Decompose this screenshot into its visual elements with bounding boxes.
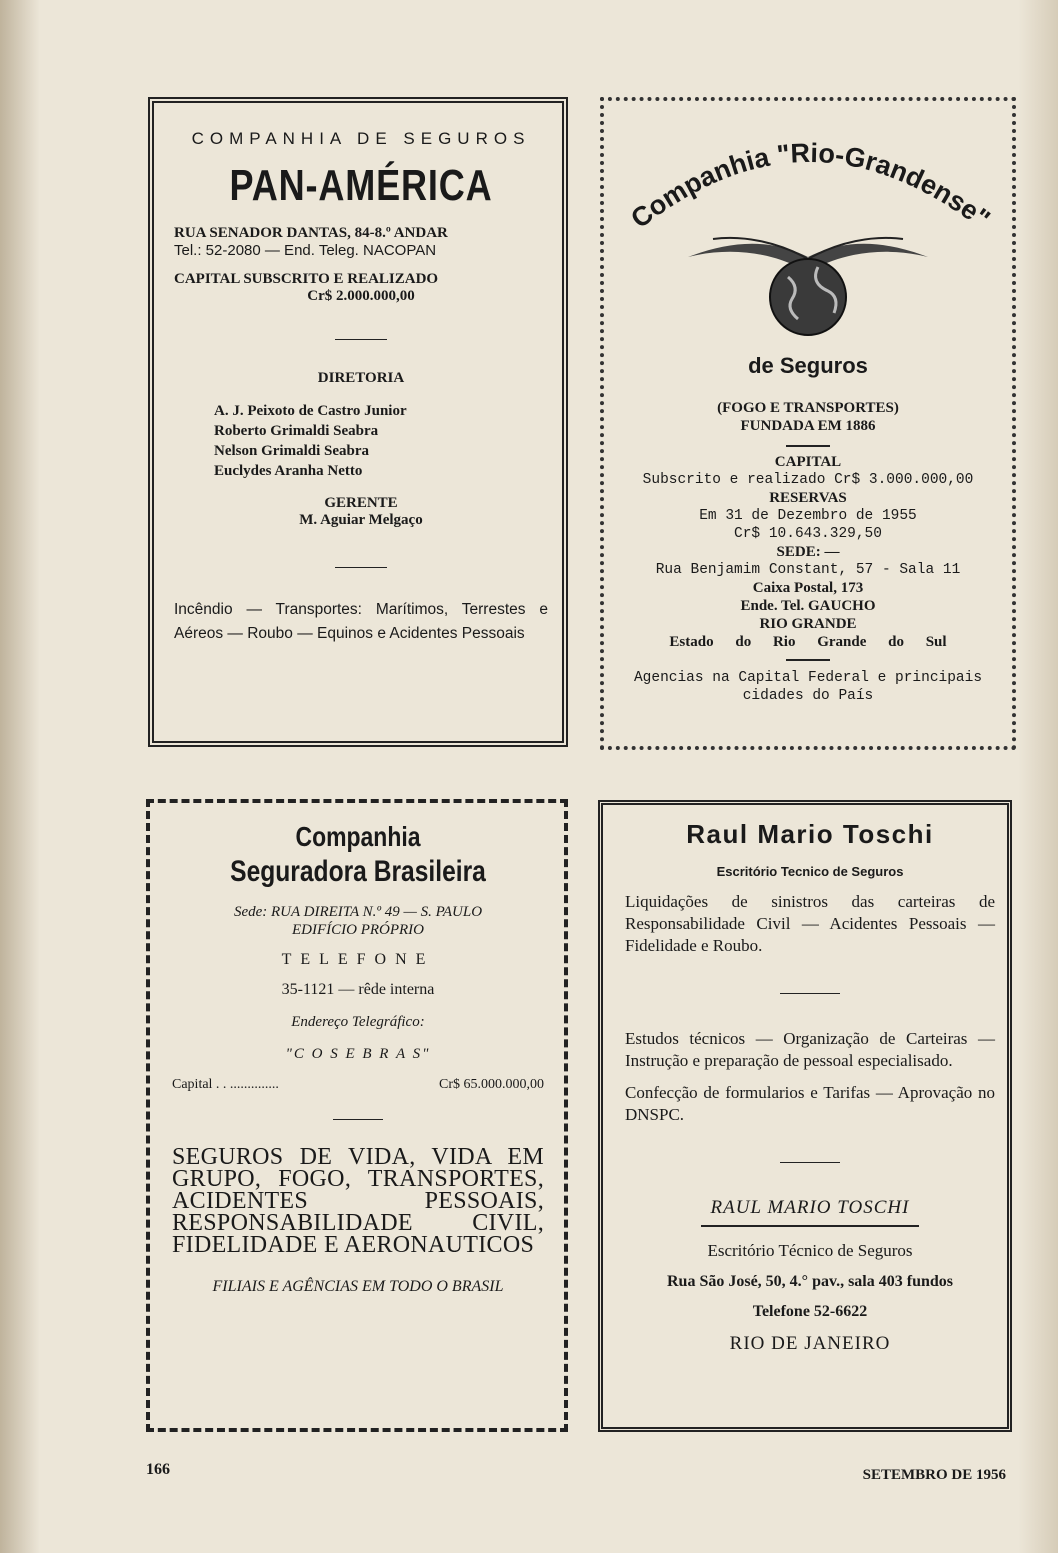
branches: (FOGO E TRANSPORTES)	[717, 400, 899, 416]
manager-name: M. Aguiar Melgaço	[299, 512, 423, 528]
company-line: COMPANHIA DE SEGUROS	[191, 129, 531, 148]
state: Estado do Rio Grande do Sul	[669, 634, 947, 650]
divider	[333, 1119, 383, 1120]
svg-text:Companhia "Rio-Grandense"	[625, 138, 995, 234]
subtitle: Escritório Tecnico de Seguros	[716, 864, 904, 879]
board-title: DIRETORIA	[317, 370, 405, 386]
capital-title: CAPITAL	[774, 454, 842, 470]
page-number: 166	[146, 1461, 170, 1478]
agencies: Agencias na Capital Federal e principais cidades do País	[633, 670, 983, 704]
phone: Telefone 52-6622	[752, 1303, 868, 1320]
board-member: Roberto Grimaldi Seabra	[214, 423, 379, 439]
insurance-lines: SEGUROS DE VIDA, VIDA EM GRUPO, FOGO, TRANSPORTES, ACIDENTES PESSOAIS, RESPONSABILIDADE CIVIL, FIDELIDADE E AERONAUTICOS	[172, 1144, 544, 1258]
address: RUA SENADOR DANTAS, 84-8.º ANDAR	[174, 225, 448, 241]
company-name-line1: Companhia	[295, 821, 421, 852]
signature: RAUL MARIO TOSCHI	[701, 1197, 920, 1227]
capital-row	[172, 1077, 544, 1093]
ad-rio-grandense	[600, 97, 1016, 750]
services-paragraph-1: Liquidações de sinistros das carteiras de Responsabilidade Civil — Acidentes Pessoais — Fidelidade e Roubo.	[625, 892, 995, 955]
issue-date: SETEMBRO DE 1956	[862, 1467, 1006, 1483]
ad-seguradora-brasileira	[146, 799, 568, 1432]
building: EDIFÍCIO PRÓPRIO	[291, 922, 425, 938]
services-paragraph-3: Confecção de formularios e Tarifas — Aprovação no DNSPC.	[625, 1083, 995, 1124]
hq-address: Rua Benjamim Constant, 57 - Sala 11	[655, 562, 961, 578]
board-member: A. J. Peixoto de Castro Junior	[214, 403, 407, 419]
divider	[786, 659, 830, 661]
subtitle: de Seguros	[748, 353, 868, 378]
founded: FUNDADA EM 1886	[740, 418, 876, 434]
divider	[335, 567, 387, 568]
divider	[335, 339, 387, 340]
phone-label: TELEFONE	[281, 951, 435, 968]
office: Escritório Técnico de Seguros	[707, 1241, 913, 1260]
hq-address: Sede: RUA DIREITA N.º 49 — S. PAULO	[233, 904, 483, 920]
services-paragraph-2: Estudos técnicos — Organização de Carteiras — Instrução e preparação de pessoal especialisado.	[625, 1029, 995, 1070]
arched-title-with-eagle-logo	[618, 117, 998, 347]
telegraph-label: Endereço Telegráfico:	[291, 1014, 425, 1030]
page-edge-shadow	[1018, 0, 1058, 1553]
capital-value: Cr$ 65.000.000,00	[439, 1077, 544, 1092]
company-name-line2: Seguradora Brasileira	[230, 855, 486, 888]
telegraph: Ende. Tel. GAUCHO	[740, 598, 876, 614]
capital-label: CAPITAL SUBSCRITO E REALIZADO	[174, 271, 439, 287]
board-member: Euclydes Aranha Netto	[214, 463, 363, 479]
branches-footer: FILIAIS E AGÊNCIAS EM TODO O BRASIL	[212, 1278, 504, 1295]
company-name: Raul Mario Toschi	[686, 819, 934, 849]
capital-label: Capital . . ..............	[172, 1077, 279, 1092]
board-member: Nelson Grimaldi Seabra	[214, 443, 370, 459]
reserves-title: RESERVAS	[769, 490, 847, 506]
reserves-value: Cr$ 10.643.329,50	[734, 526, 882, 542]
capital-value: Cr$ 2.000.000,00	[307, 288, 415, 304]
divider	[786, 445, 830, 447]
po-box: Caixa Postal, 173	[752, 580, 864, 596]
insurance-lines: Incêndio — Transportes: Marítimos, Terrestes e Aéreos — Roubo — Equinos e Acidentes Pessoais	[174, 601, 548, 642]
manager-title: GERENTE	[324, 495, 398, 511]
phone: 35-1121 — rêde interna	[281, 981, 435, 998]
reserves-date: Em 31 de Dezembro de 1955	[699, 508, 917, 524]
ad-pan-america	[148, 97, 568, 747]
city: RIO DE JANEIRO	[729, 1333, 891, 1354]
telegraph: "C O S E B R A S"	[285, 1046, 431, 1062]
phone: Tel.: 52-2080 — End. Teleg. NACOPAN	[174, 242, 437, 259]
address: Rua São José, 50, 4.° pav., sala 403 fundos	[666, 1273, 953, 1290]
arched-title: Companhia "Rio-Grandense"	[625, 137, 996, 235]
divider	[780, 993, 840, 994]
city: RIO GRANDE	[759, 616, 857, 632]
page-binding-shadow	[0, 0, 40, 1553]
capital-value: Subscrito e realizado Cr$ 3.000.000,00	[642, 472, 974, 488]
ad-raul-mario-toschi	[598, 800, 1012, 1432]
company-name: PAN-AMÉRICA	[229, 161, 493, 210]
divider	[780, 1162, 840, 1163]
hq-title: SEDE: —	[776, 544, 840, 560]
board-list	[174, 401, 548, 481]
